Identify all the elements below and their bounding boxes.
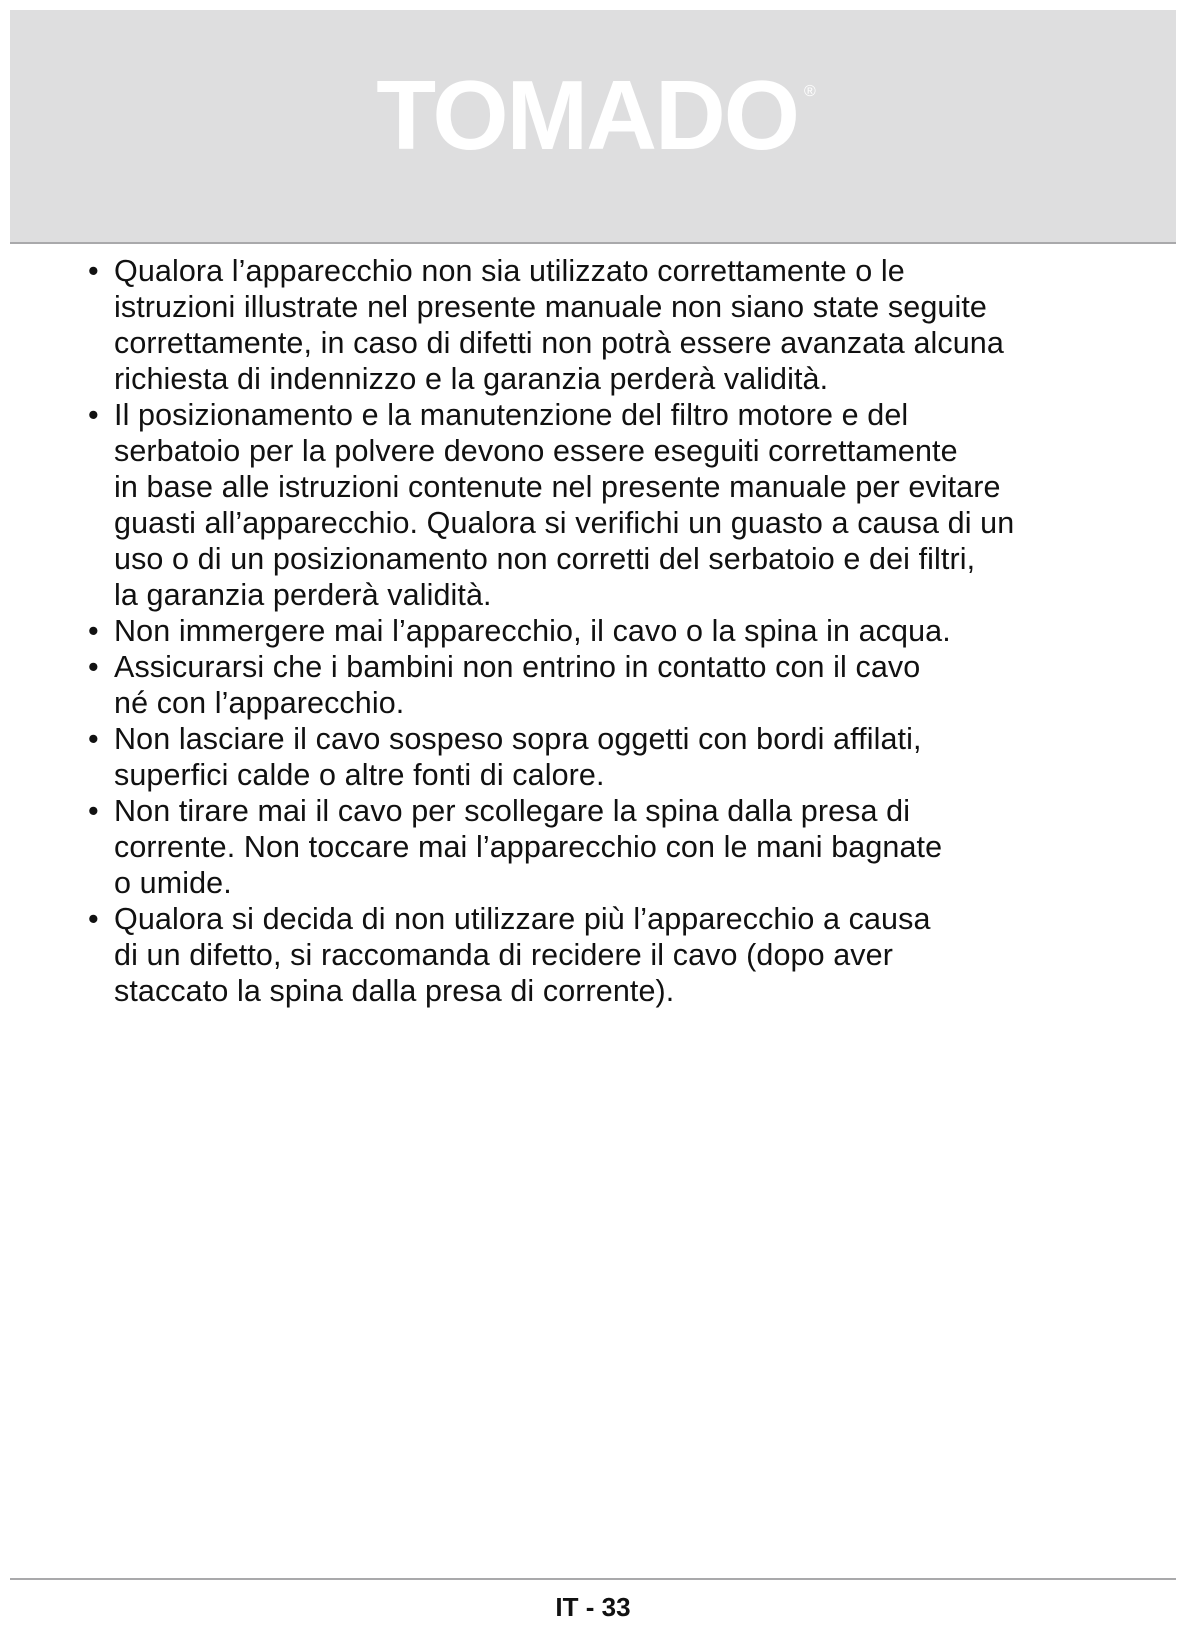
registered-mark: ®: [803, 83, 816, 100]
list-item: [88, 253, 1108, 397]
bullet-icon: •: [88, 650, 99, 684]
list-item: [88, 649, 1108, 721]
brand-logo-text: TOMADO: [376, 60, 798, 170]
list-item: [88, 793, 1108, 901]
page-header: [10, 10, 1176, 244]
list-item-line: Non lasciare il cavo sospeso sopra oggetti con bordi affilati,: [114, 722, 922, 756]
list-item: [88, 721, 1108, 793]
list-item: [88, 613, 1108, 649]
list-item-line: di un difetto, si raccomanda di recidere il cavo (dopo aver: [114, 938, 893, 972]
list-item-line: Qualora l’apparecchio non sia utilizzato correttamente o le: [114, 254, 905, 288]
list-item-line: la garanzia perderà validità.: [114, 578, 492, 612]
list-item-line: Non tirare mai il cavo per scollegare la spina dalla presa di: [114, 794, 911, 828]
list-item-line: Il posizionamento e la manutenzione del filtro motore e del: [114, 398, 909, 432]
list-item-line: corrente. Non toccare mai l’apparecchio con le mani bagnate: [114, 830, 943, 864]
bullet-icon: •: [88, 398, 99, 432]
page-number: IT - 33: [555, 1592, 631, 1622]
bullet-icon: •: [88, 614, 99, 648]
list-item-line: istruzioni illustrate nel presente manuale non siano state seguite: [114, 290, 987, 324]
list-item-line: in base alle istruzioni contenute nel presente manuale per evitare: [114, 470, 1001, 504]
bullet-icon: •: [88, 902, 99, 936]
list-item-line: Qualora si decida di non utilizzare più l’apparecchio a causa: [114, 902, 931, 936]
bullet-icon: •: [88, 794, 99, 828]
bullet-icon: •: [88, 254, 99, 288]
brand-logo: [10, 60, 1176, 170]
manual-content: [88, 253, 1108, 1009]
list-item-line: né con l’apparecchio.: [114, 686, 405, 720]
list-item: [88, 397, 1108, 613]
list-item-line: richiesta di indennizzo e la garanzia perderà validità.: [114, 362, 829, 396]
list-item-line: guasti all’apparecchio. Qualora si verifichi un guasto a causa di un: [114, 506, 1015, 540]
footer-divider: [10, 1578, 1176, 1580]
list-item-line: correttamente, in caso di difetti non potrà essere avanzata alcuna: [114, 326, 1004, 360]
safety-instructions-list: [88, 253, 1108, 1009]
list-item-line: staccato la spina dalla presa di corrente).: [114, 974, 675, 1008]
list-item: [88, 901, 1108, 1009]
list-item-line: superfici calde o altre fonti di calore.: [114, 758, 605, 792]
list-item-line: serbatoio per la polvere devono essere eseguiti correttamente: [114, 434, 958, 468]
list-item-line: o umide.: [114, 866, 232, 900]
list-item-line: uso o di un posizionamento non corretti del serbatoio e dei filtri,: [114, 542, 976, 576]
list-item-line: Assicurarsi che i bambini non entrino in contatto con il cavo: [114, 650, 921, 684]
list-item-line: Non immergere mai l’apparecchio, il cavo o la spina in acqua.: [114, 614, 951, 648]
bullet-icon: •: [88, 722, 99, 756]
